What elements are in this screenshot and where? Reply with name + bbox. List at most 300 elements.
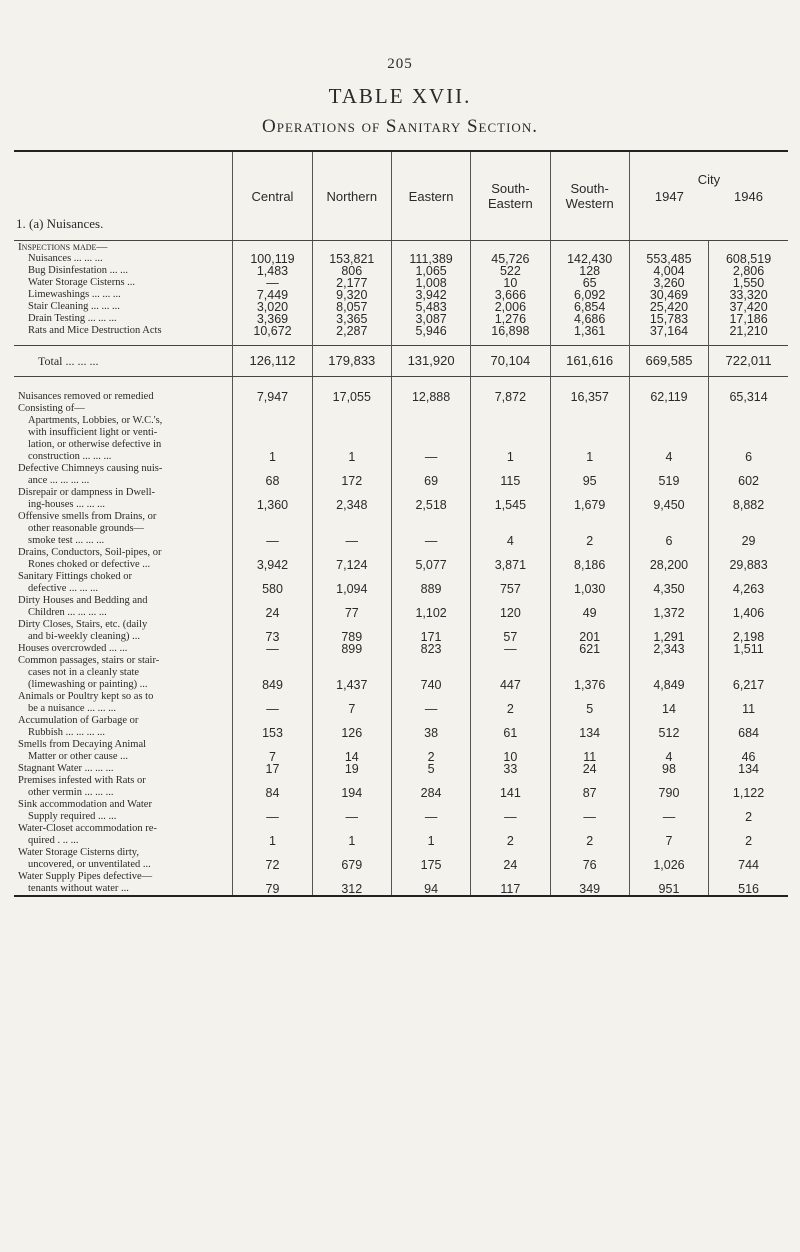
table-cell (709, 511, 788, 523)
table-row (14, 811, 788, 823)
table-cell: 1 (471, 451, 550, 463)
table-cell: 73 (233, 631, 312, 643)
table-row (14, 787, 788, 799)
table-cell: 823 (391, 643, 470, 655)
table-cell: — (233, 811, 312, 823)
table-cell: 87 (550, 787, 629, 799)
table-cell: 2,348 (312, 499, 391, 511)
row-label: uncovered, or unventilated ... (28, 859, 151, 870)
table-cell: 312 (312, 883, 391, 896)
row-label: Houses overcrowded ... ... (18, 643, 128, 654)
row-label: defective ... ... ... (28, 583, 98, 594)
row-label: Bug Disinfestation ... ... (28, 265, 129, 276)
table-cell: 120 (471, 607, 550, 619)
table-cell: 7 (233, 751, 312, 763)
table-row (14, 559, 788, 571)
table-cell: 134 (709, 763, 788, 775)
table-cell: 2 (709, 835, 788, 847)
table-cell: 2 (471, 703, 550, 715)
table-cell: 2,518 (391, 499, 470, 511)
table-cell: 12,888 (391, 391, 470, 403)
row-label: Sink accommodation and Water (18, 799, 152, 810)
table-cell (550, 427, 629, 439)
table-cell (312, 511, 391, 523)
table-cell: 1,550 (709, 277, 788, 289)
table-cell: 25,420 (629, 301, 708, 313)
row-label: Disrepair or dampness in Dwell- (18, 487, 156, 498)
table-cell: 519 (629, 475, 708, 487)
row-label: Apartments, Lobbies, or W.C.'s, (28, 415, 163, 426)
table-cell: 131,920 (391, 346, 470, 377)
row-label: and bi-weekly cleaning) ... (28, 631, 140, 642)
table-cell: 2,177 (312, 277, 391, 289)
table-cell: — (391, 703, 470, 715)
table-cell: 522 (471, 265, 550, 277)
row-label: Smells from Decaying Animal (18, 739, 147, 750)
table-row (14, 883, 788, 896)
table-cell: 951 (629, 883, 708, 896)
table-cell: 76 (550, 859, 629, 871)
table-cell: 171 (391, 631, 470, 643)
table-cell: 194 (312, 787, 391, 799)
table-row-label-continuation (14, 511, 788, 523)
table-row-label-continuation (14, 403, 788, 415)
table-cell: 134 (550, 727, 629, 739)
table-row-label-continuation (14, 415, 788, 427)
row-label: Rubbish ... ... ... ... (28, 727, 106, 738)
table-cell: 2 (391, 751, 470, 763)
table-cell: 46 (709, 751, 788, 763)
table-cell: 117 (471, 883, 550, 896)
table-cell (391, 655, 470, 667)
table-cell: 684 (709, 727, 788, 739)
table-cell: 9,320 (312, 289, 391, 301)
row-label: with insufficient light or venti- (28, 427, 158, 438)
table-cell: 3,020 (233, 301, 312, 313)
table-cell (550, 415, 629, 427)
table-cell: 16,898 (471, 325, 550, 337)
table-cell: 126 (312, 727, 391, 739)
table-cell (471, 415, 550, 427)
row-label: Limewashings ... ... ... (28, 289, 121, 300)
column-header-central: Central (233, 151, 312, 241)
table-cell (550, 511, 629, 523)
table-cell: 62,119 (629, 391, 708, 403)
row-label: Consisting of— (18, 403, 85, 414)
column-header-south-eastern: South- Eastern (471, 151, 550, 241)
table-cell: 28,200 (629, 559, 708, 571)
table-row (14, 859, 788, 871)
table-cell: 3,365 (312, 313, 391, 325)
table-cell: 126,112 (233, 346, 312, 377)
row-label: tenants without water ... (14, 883, 233, 896)
city-label: City (697, 172, 721, 187)
table-cell: 4,686 (550, 313, 629, 325)
table-cell: 5,946 (391, 325, 470, 337)
table-cell: 5,077 (391, 559, 470, 571)
table-cell: 8,882 (709, 499, 788, 511)
total-row (14, 346, 788, 377)
table-row (14, 451, 788, 463)
table-cell: 4,263 (709, 583, 788, 595)
table-cell: 29 (709, 535, 788, 547)
table-cell: 30,469 (629, 289, 708, 301)
table-cell (471, 377, 550, 392)
table-cell: 7 (629, 835, 708, 847)
table-cell: 1,437 (312, 679, 391, 691)
table-cell: 602 (709, 475, 788, 487)
row-label: Sanitary Fittings choked or (18, 571, 133, 582)
table-cell: 740 (391, 679, 470, 691)
table-cell (233, 403, 312, 415)
table-cell: 6,092 (550, 289, 629, 301)
table-cell (233, 655, 312, 667)
table-cell: 57 (471, 631, 550, 643)
table-cell (709, 403, 788, 415)
row-label: construction ... ... ... (28, 451, 112, 462)
table-cell: — (312, 535, 391, 547)
row-label: Total ... ... ... (14, 346, 233, 377)
table-cell: 175 (391, 859, 470, 871)
row-label: Children ... ... ... ... (28, 607, 107, 618)
row-label: ance ... ... ... ... (28, 475, 90, 486)
table-cell (312, 655, 391, 667)
table-cell (233, 377, 312, 392)
table-cell: 45,726 (471, 253, 550, 265)
table-cell: 7 (312, 703, 391, 715)
table-cell: — (233, 535, 312, 547)
table-cell: 4 (629, 751, 708, 763)
table-cell: 10 (471, 277, 550, 289)
row-label: Water Storage Cisterns dirty, (18, 847, 139, 858)
row-label: cases not in a cleanly state (28, 667, 140, 678)
table-cell (312, 427, 391, 439)
table-cell: 15,783 (629, 313, 708, 325)
row-label: lation, or otherwise defective in (28, 439, 162, 450)
table-cell: — (233, 643, 312, 655)
table-cell: 94 (391, 883, 470, 896)
table-cell: 128 (550, 265, 629, 277)
table-cell: 7,947 (233, 391, 312, 403)
table-cell (391, 403, 470, 415)
table-row (14, 727, 788, 739)
page-number: 205 (387, 56, 413, 72)
row-label: smoke test ... ... ... (28, 535, 105, 546)
table-cell: 70,104 (471, 346, 550, 377)
row-label (14, 337, 233, 346)
table-cell: 2,198 (709, 631, 788, 643)
table-title: TABLE XVII. (328, 84, 472, 108)
table-row (14, 583, 788, 595)
table-cell: 3,369 (233, 313, 312, 325)
row-label: other reasonable grounds— (28, 523, 145, 534)
city-year-1947: 1947 (654, 189, 684, 204)
table-cell (709, 655, 788, 667)
table-cell: 349 (550, 883, 629, 896)
table-cell: 172 (312, 475, 391, 487)
row-label: Stagnant Water ... ... ... (18, 763, 114, 774)
table-cell (233, 511, 312, 523)
table-cell: — (471, 811, 550, 823)
table-cell: 1 (391, 835, 470, 847)
table-cell: 2,806 (709, 265, 788, 277)
table-cell: 21,210 (709, 325, 788, 337)
row-label: Defective Chimneys causing nuis- (18, 463, 163, 474)
table-row (14, 499, 788, 511)
table-cell: 512 (629, 727, 708, 739)
table-cell (629, 415, 708, 427)
table-cell: 79 (233, 883, 312, 896)
table-cell: 1,376 (550, 679, 629, 691)
table-row-label-continuation (14, 427, 788, 439)
table-cell: 1 (233, 451, 312, 463)
table-cell (709, 337, 788, 346)
table-cell: 9,450 (629, 499, 708, 511)
row-label: Nuisances removed or remedied (18, 391, 154, 402)
table-cell: — (550, 811, 629, 823)
table-cell: 29,883 (709, 559, 788, 571)
table-cell: 7,124 (312, 559, 391, 571)
table-cell: — (312, 811, 391, 823)
table-cell: 757 (471, 583, 550, 595)
table-cell (709, 415, 788, 427)
table-cell: 580 (233, 583, 312, 595)
table-cell: 849 (233, 679, 312, 691)
table-cell: 5 (550, 703, 629, 715)
table-cell: 1,122 (709, 787, 788, 799)
row-label: Water Storage Cisterns ... (28, 277, 136, 288)
table-cell: 24 (233, 607, 312, 619)
table-cell: 2 (471, 835, 550, 847)
row-label: Offensive smells from Drains, or (18, 511, 157, 522)
table-cell: 161,616 (550, 346, 629, 377)
table-cell: — (629, 811, 708, 823)
table-cell: 37,164 (629, 325, 708, 337)
table-cell: 2 (550, 535, 629, 547)
table-cell: 7,872 (471, 391, 550, 403)
table-cell: 5,483 (391, 301, 470, 313)
table-row (14, 679, 788, 691)
row-label: (limewashing or painting) ... (28, 679, 148, 690)
table-cell: 608,519 (709, 253, 788, 265)
table-cell: 84 (233, 787, 312, 799)
table-cell: 17,055 (312, 391, 391, 403)
table-cell: — (391, 451, 470, 463)
row-label: Common passages, stairs or stair- (18, 655, 160, 666)
city-year-1946: 1946 (734, 189, 763, 204)
row-label (14, 377, 233, 392)
table-cell: 4 (629, 451, 708, 463)
table-cell (629, 403, 708, 415)
table-cell: 1,545 (471, 499, 550, 511)
table-cell (629, 655, 708, 667)
table-cell: 789 (312, 631, 391, 643)
table-cell: 2 (709, 811, 788, 823)
table-cell: 2 (550, 835, 629, 847)
row-label: Drains, Conductors, Soil-pipes, or (18, 547, 162, 558)
table-cell (471, 427, 550, 439)
table-cell: 14 (312, 751, 391, 763)
row-label: Matter or other cause ... (28, 751, 129, 762)
table-cell: 3,666 (471, 289, 550, 301)
table-cell: 10 (471, 751, 550, 763)
table-cell: 1,008 (391, 277, 470, 289)
row-label: Accumulation of Garbage or (18, 715, 139, 726)
table-cell (391, 415, 470, 427)
table-cell: 5 (391, 763, 470, 775)
table-cell (629, 427, 708, 439)
table-cell: 111,389 (391, 253, 470, 265)
table-cell: 1,483 (233, 265, 312, 277)
table-cell: 1,102 (391, 607, 470, 619)
table-cell: 4,849 (629, 679, 708, 691)
table-cell (629, 337, 708, 346)
table-cell: 4,004 (629, 265, 708, 277)
table-cell (471, 511, 550, 523)
table-cell: 2,287 (312, 325, 391, 337)
row-label: be a nuisance ... ... ... (28, 703, 117, 714)
table-body (14, 241, 788, 897)
table-cell: — (233, 277, 312, 289)
table-cell: 6,217 (709, 679, 788, 691)
row-label: other vermin ... ... ... (28, 787, 114, 798)
table-cell: 77 (312, 607, 391, 619)
column-header-city (629, 151, 788, 241)
table-row (14, 607, 788, 619)
table-cell: 69 (391, 475, 470, 487)
table-cell: 1 (312, 451, 391, 463)
row-label: Water Supply Pipes defective— (18, 871, 153, 882)
table-cell: 37,420 (709, 301, 788, 313)
table-cell (629, 511, 708, 523)
sanitary-operations-table (14, 150, 788, 897)
table-cell: 16,357 (550, 391, 629, 403)
row-label: Rats and Mice Destruction Acts (28, 325, 162, 336)
row-label: Dirty Houses and Bedding and (18, 595, 148, 606)
table-cell: 889 (391, 583, 470, 595)
table-row-label-continuation (14, 655, 788, 667)
row-label: ing-houses ... ... ... (28, 499, 105, 510)
table-cell: 1,406 (709, 607, 788, 619)
table-cell: 4,350 (629, 583, 708, 595)
table-row (14, 325, 788, 337)
table-cell: 6 (629, 535, 708, 547)
table-cell: 744 (709, 859, 788, 871)
table-cell (391, 427, 470, 439)
table-cell: 553,485 (629, 253, 708, 265)
table-cell (471, 655, 550, 667)
table-row (14, 703, 788, 715)
table-cell: 284 (391, 787, 470, 799)
table-cell: 3,942 (391, 289, 470, 301)
table-cell (550, 403, 629, 415)
table-cell: 1,276 (471, 313, 550, 325)
table-cell (391, 337, 470, 346)
table-cell: 1 (233, 835, 312, 847)
section-label: 1. (a) Nuisances. (14, 151, 233, 241)
table-cell: 1,094 (312, 583, 391, 595)
row-label: Stair Cleaning ... ... ... (28, 301, 120, 312)
row-label: Drain Testing ... ... ... (28, 313, 117, 324)
table-cell: 3,942 (233, 559, 312, 571)
spacer-row (14, 337, 788, 346)
table-cell: 447 (471, 679, 550, 691)
table-cell: 899 (312, 643, 391, 655)
table-cell: 722,011 (709, 346, 788, 377)
table-cell (233, 337, 312, 346)
table-cell: 790 (629, 787, 708, 799)
table-cell (709, 427, 788, 439)
table-cell (550, 377, 629, 392)
table-cell: 68 (233, 475, 312, 487)
table-cell: 100,119 (233, 253, 312, 265)
table-cell: 201 (550, 631, 629, 643)
table-cell: 6,854 (550, 301, 629, 313)
table-cell: 516 (709, 883, 788, 896)
table-cell: 3,087 (391, 313, 470, 325)
table-cell (471, 337, 550, 346)
table-cell: 72 (233, 859, 312, 871)
table-cell: 8,057 (312, 301, 391, 313)
table-cell: 8,186 (550, 559, 629, 571)
table-cell: 1,026 (629, 859, 708, 871)
table-row (14, 535, 788, 547)
table-cell: 14 (629, 703, 708, 715)
row-label: Inspections made— (18, 241, 108, 253)
table-cell (550, 337, 629, 346)
table-cell: 679 (312, 859, 391, 871)
table-cell: 61 (471, 727, 550, 739)
table-cell: 1 (550, 451, 629, 463)
table-cell: 65 (550, 277, 629, 289)
table-cell: 4 (471, 535, 550, 547)
table-cell (233, 427, 312, 439)
row-label: Animals or Poultry kept so as to (18, 691, 154, 702)
table-cell: 179,833 (312, 346, 391, 377)
row-label: Water-Closet accommodation re- (18, 823, 157, 834)
table-cell: 3,871 (471, 559, 550, 571)
table-cell (312, 377, 391, 392)
table-subtitle: Operations of Sanitary Section. (262, 116, 538, 137)
table-cell: 33,320 (709, 289, 788, 301)
table-cell: 1,291 (629, 631, 708, 643)
table-cell: 17 (233, 763, 312, 775)
table-cell: 669,585 (629, 346, 708, 377)
table-cell: 6 (709, 451, 788, 463)
table-cell: 1,372 (629, 607, 708, 619)
table-cell: 1,511 (709, 643, 788, 655)
table-cell: 38 (391, 727, 470, 739)
table-cell (312, 415, 391, 427)
table-cell: 1 (312, 835, 391, 847)
table-cell: 3,260 (629, 277, 708, 289)
row-label: Nuisances ... ... ... (28, 253, 103, 264)
table-cell: 65,314 (709, 391, 788, 403)
table-row (14, 763, 788, 775)
table-cell: 11 (709, 703, 788, 715)
table-cell: — (233, 703, 312, 715)
table-cell: 2,006 (471, 301, 550, 313)
column-header-south-western: South- Western (550, 151, 629, 241)
table-cell: 153,821 (312, 253, 391, 265)
table-cell: 49 (550, 607, 629, 619)
table-cell: 11 (550, 751, 629, 763)
table-cell: 95 (550, 475, 629, 487)
row-label: Dirty Closes, Stairs, etc. (daily (18, 619, 148, 630)
header-row (14, 151, 788, 241)
row-label: Supply required ... ... (28, 811, 117, 822)
table-cell: 19 (312, 763, 391, 775)
